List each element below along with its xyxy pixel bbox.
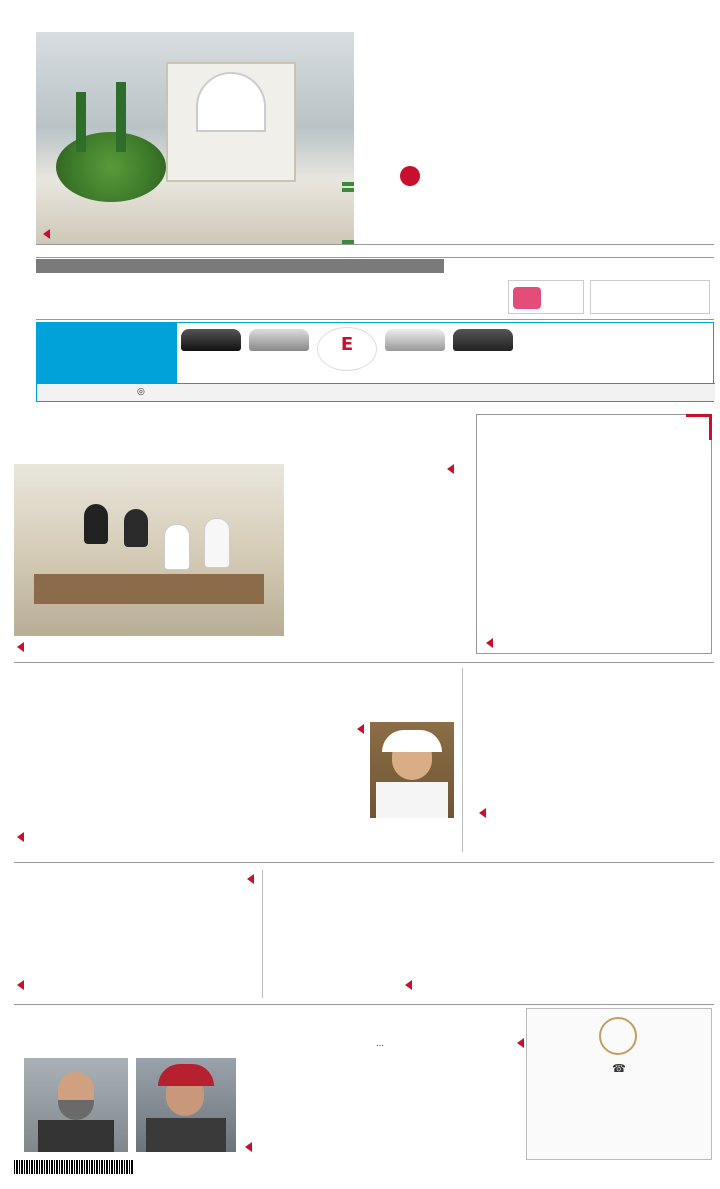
parliament-byline [188, 724, 364, 735]
royal-ref [483, 636, 493, 649]
oil-photo-iran [24, 1058, 128, 1152]
ad-social [137, 387, 145, 397]
cover-garden [56, 132, 166, 202]
oil-body-cont: ... [376, 1038, 384, 1048]
staff-strip [36, 276, 714, 320]
oil-photo-saudi [136, 1058, 236, 1152]
article-hospital[interactable] [476, 668, 712, 854]
cover-line2 [342, 188, 354, 192]
parliament-ref [14, 830, 24, 843]
prayer-times [420, 40, 590, 42]
parliament-photo [370, 722, 454, 818]
car-gmc-icon [249, 329, 309, 351]
forbes-promo[interactable] [590, 280, 710, 314]
ad-side-phone [527, 1063, 711, 1076]
housing-photo [14, 464, 284, 636]
teacher-ref [14, 978, 24, 991]
teacher-byline [14, 874, 254, 885]
article-gcc[interactable] [272, 870, 712, 998]
ad-side-logo-icon [599, 1017, 637, 1055]
car-yukon-icon [181, 329, 241, 351]
fan-promo[interactable] [508, 280, 584, 314]
issue-bar [36, 244, 714, 258]
ad-side[interactable] [526, 1008, 712, 1160]
barcode-icon [14, 1160, 134, 1174]
masthead [0, 0, 720, 250]
ad-exotic-cars[interactable] [36, 322, 714, 402]
car-lexus-icon [453, 329, 513, 351]
gcc-ref [402, 978, 412, 991]
top-teaser[interactable] [602, 38, 712, 40]
footer [0, 1160, 720, 1189]
exotic-logo-icon: E [340, 334, 354, 355]
oil-ref [242, 1140, 252, 1153]
temperature [345, 40, 415, 56]
fan-icon [513, 287, 541, 309]
article-housing[interactable] [14, 414, 454, 654]
article-parliament[interactable] [14, 668, 454, 854]
article-oil[interactable] [14, 1008, 524, 1160]
web-bar[interactable] [36, 259, 444, 273]
housing-byline [294, 464, 454, 475]
cover-photo[interactable] [36, 32, 354, 244]
car-fj-icon [385, 329, 445, 351]
article-teacher[interactable] [14, 870, 254, 998]
oil-byline [392, 1038, 524, 1049]
phone-icon: ☎ [612, 1062, 626, 1075]
cover-line1 [342, 182, 354, 186]
cover-ref [40, 227, 50, 240]
article-royal[interactable] [476, 414, 712, 654]
housing-ref [14, 640, 24, 653]
hospital-ref [476, 806, 486, 819]
logo-dot-icon [400, 166, 420, 186]
cover-booth [166, 62, 296, 182]
tagline [425, 208, 545, 210]
instagram-icon: ◎ [137, 387, 145, 397]
